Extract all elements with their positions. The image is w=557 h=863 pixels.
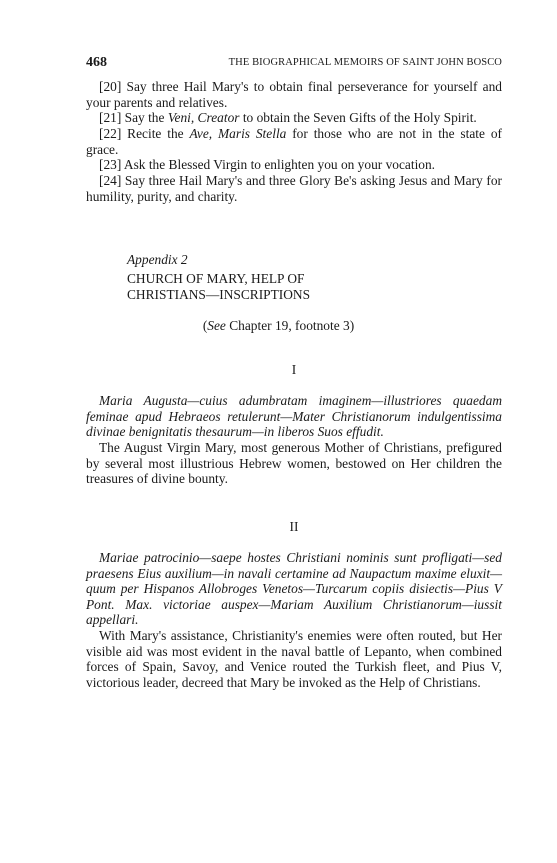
chapter-reference-text: Chapter 19, footnote 3) xyxy=(225,318,355,333)
inscription-numeral-2: II xyxy=(289,519,299,534)
inscription-numeral-1: I xyxy=(291,362,297,377)
appendix-title xyxy=(127,271,427,303)
list-item-21-text: [21] Say the xyxy=(99,110,168,125)
list-item-24: [24] Say three Hail Mary's and three Glory Be's asking Jesus and Mary for humility, purity, and charity. xyxy=(86,173,502,204)
chapter-reference xyxy=(0,318,557,334)
list-item-22-text-end: for those who are not in the state of grace. xyxy=(86,126,502,157)
appendix-title-line-2: CHRISTIANS—INSCRIPTIONS xyxy=(127,287,311,302)
page-header xyxy=(86,55,502,73)
list-item-22 xyxy=(86,126,502,157)
page-number: 468 xyxy=(86,55,107,70)
chapter-reference-paren: ( xyxy=(202,318,208,333)
list-item-21-hymn-title: Veni, Creator xyxy=(167,110,240,125)
appendix-title-line-1: CHURCH OF MARY, HELP OF xyxy=(127,271,305,286)
inscription-2-latin: Mariae patrocinio—saepe hostes Christiani nominis sunt profligati—sed praesens Eius auxilium—in navali certamine ad Naupactum maxime eluxit—quum per Hispanos Allobroges Venetos—Turcarum copiis disiectis—Pius V Pont. Max. victoriae auspex—Mariam Auxilium Christianorum—iussit appellari. xyxy=(86,550,502,628)
inscription-2-english: With Mary's assistance, Christianity's enemies were often routed, but Her visible aid was most evident in the naval battle of Lepanto, when combined forces of Spain, Savoy, and Venice routed the Turkish fleet, and Pius V, victorious leader, decreed that Mary be invoked as the Help of Christians. xyxy=(86,628,502,690)
inscription-1-latin: Maria Augusta—cuius adumbratam imaginem—illustriores quaedam feminae apud Hebraeos retulerunt—Mater Christianorum indulgentissima divinae benignitatis thesaurum—in liberos Suos effudit. xyxy=(86,393,502,440)
inscription-1-english: The August Virgin Mary, most generous Mother of Christians, prefigured by several most illustrious Hebrew women, bestowed on Her children the treasures of divine bounty. xyxy=(86,440,502,487)
list-item-21 xyxy=(86,110,502,126)
running-head: THE BIOGRAPHICAL MEMOIRS OF SAINT JOHN BOSCO xyxy=(228,57,502,68)
list-item-22-text: [22] Recite the xyxy=(99,126,190,141)
appendix-label: Appendix 2 xyxy=(127,252,188,267)
chapter-reference-see: See xyxy=(207,318,226,333)
list-item-21-text-end: to obtain the Seven Gifts of the Holy Spirit. xyxy=(239,110,477,125)
list-item-22-hymn-title: Ave, Maris Stella xyxy=(189,126,287,141)
list-item-20: [20] Say three Hail Mary's to obtain final perseverance for yourself and your parents and relatives. xyxy=(86,79,502,110)
list-item-23: [23] Ask the Blessed Virgin to enlighten you on your vocation. xyxy=(99,157,436,172)
